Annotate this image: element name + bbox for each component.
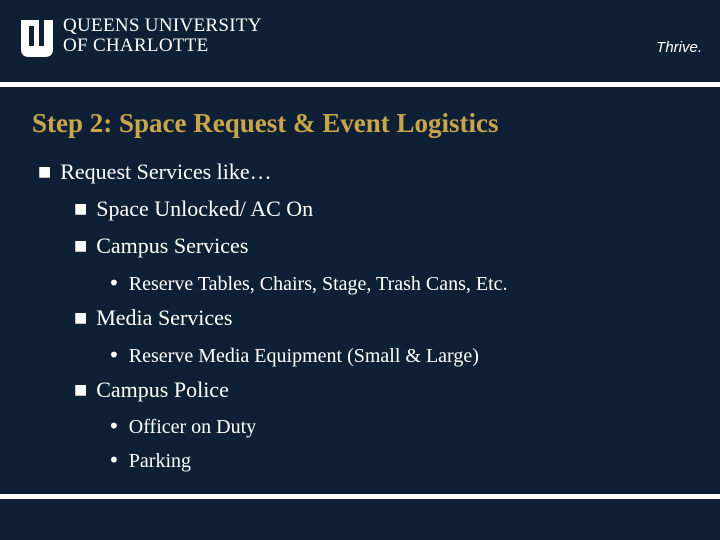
- bullet-text: Campus Services: [96, 233, 249, 258]
- bullet-text: Reserve Media Equipment (Small & Large): [128, 345, 479, 367]
- bullet-text: Request Services like…: [60, 159, 272, 184]
- university-wordmark: [63, 16, 262, 56]
- slide-title: Step 2: Space Request & Event Logistics: [32, 108, 499, 138]
- bullet-text: Parking: [128, 450, 192, 472]
- bullet-text: Space Unlocked/ AC On: [96, 196, 314, 221]
- bullet-item: [74, 305, 232, 331]
- logo-line-2: OF CHARLOTTE: [63, 35, 209, 56]
- university-logo-icon: [19, 17, 55, 59]
- bullet-text: Reserve Tables, Chairs, Stage, Trash Cans, Etc.: [128, 273, 508, 295]
- bullet-item: [108, 448, 191, 473]
- round-bullet-icon: •: [108, 271, 120, 295]
- round-bullet-icon: •: [108, 414, 120, 438]
- square-bullet-icon: ■: [38, 164, 52, 180]
- bullet-text: Media Services: [96, 305, 233, 330]
- square-bullet-icon: ■: [74, 310, 88, 326]
- header: [0, 0, 720, 82]
- bullet-text: Officer on Duty: [128, 416, 257, 438]
- bullet-item: [108, 271, 508, 296]
- square-bullet-icon: ■: [74, 238, 88, 254]
- square-bullet-icon: ■: [74, 201, 88, 217]
- tagline: Thrive.: [656, 39, 702, 56]
- square-bullet-icon: ■: [74, 382, 88, 398]
- bullet-item: [74, 233, 248, 259]
- bullet-text: Campus Police: [96, 377, 229, 402]
- round-bullet-icon: •: [108, 343, 120, 367]
- bullet-item: [74, 196, 313, 222]
- bullet-item: [108, 343, 479, 368]
- round-bullet-icon: •: [108, 448, 120, 472]
- bullet-item: [38, 159, 272, 185]
- bullet-item: [108, 414, 256, 439]
- bottom-divider: [0, 494, 720, 499]
- top-divider: [0, 82, 720, 87]
- bullet-item: [74, 377, 229, 403]
- logo-line-1: QUEENS UNIVERSITY: [63, 15, 262, 36]
